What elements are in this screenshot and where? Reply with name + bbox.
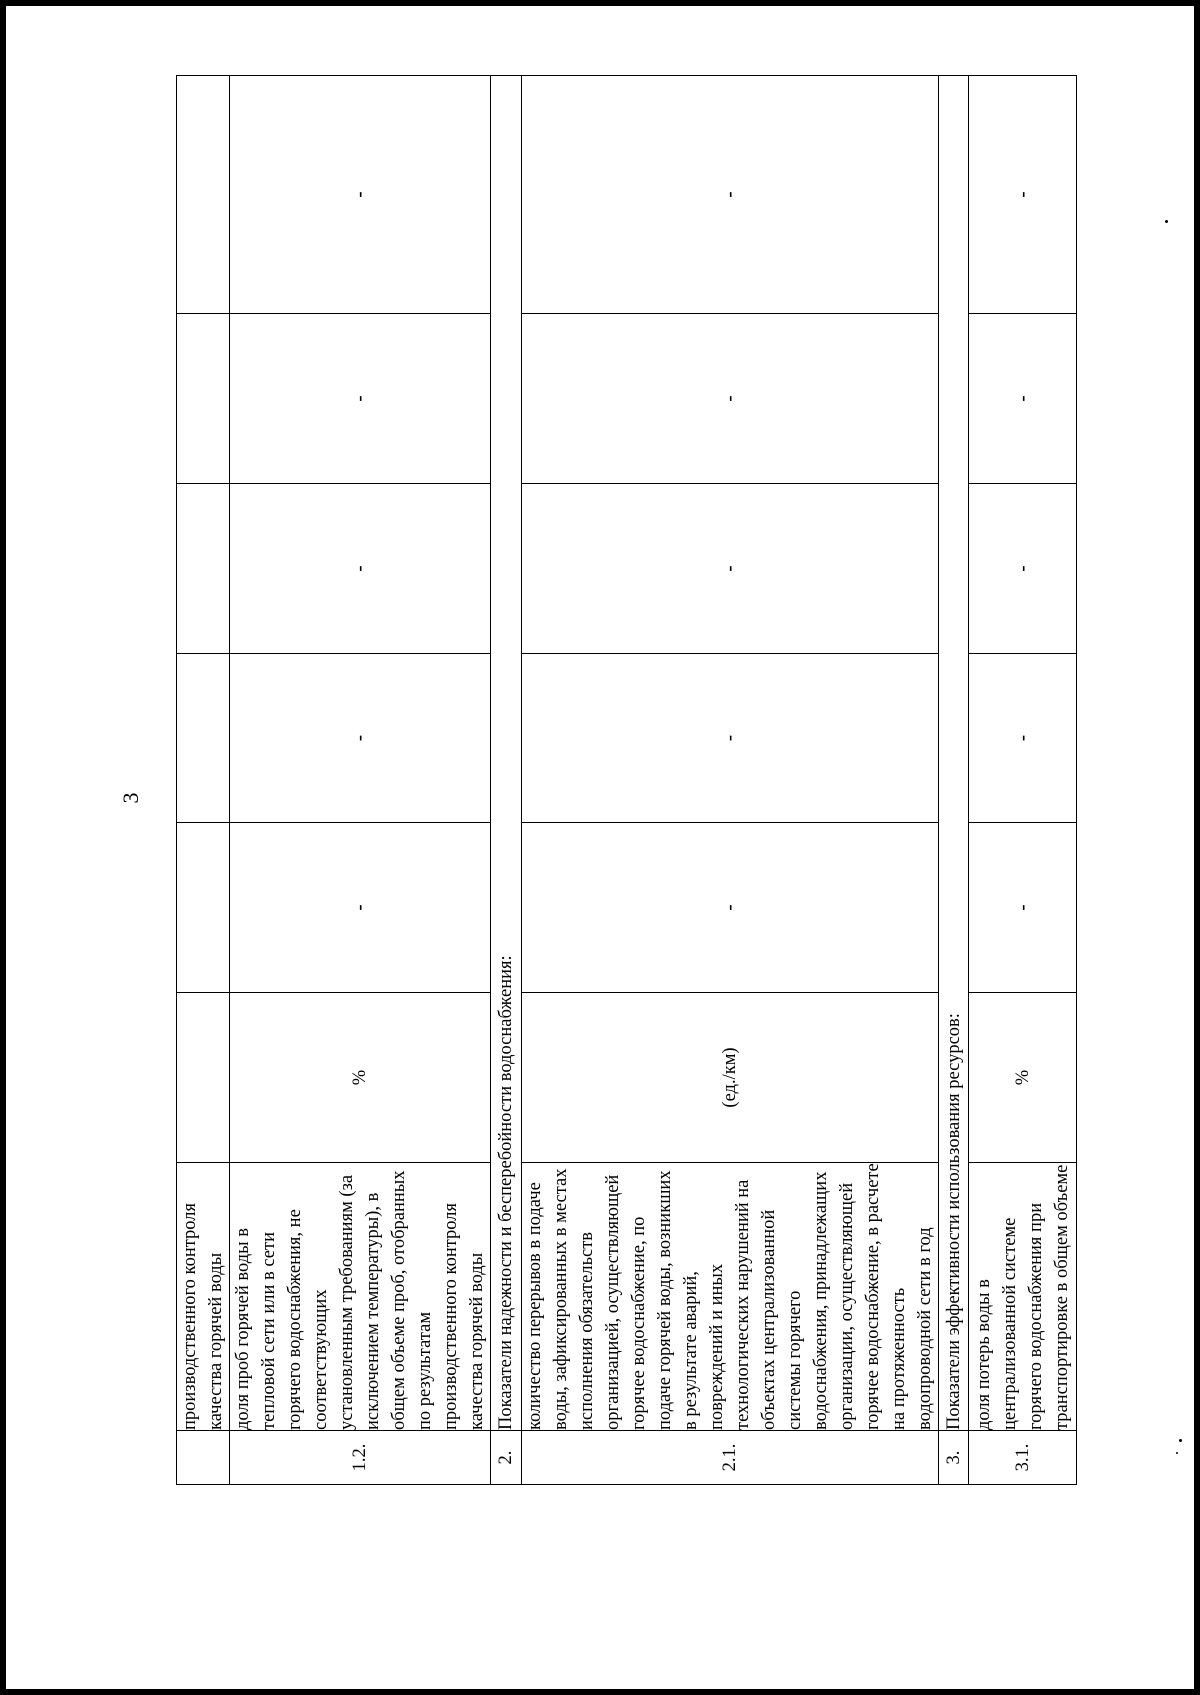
scan-speck [1165, 220, 1168, 223]
section-row [939, 76, 969, 1485]
value-cell: - [969, 823, 1077, 993]
indicators-table [176, 75, 1077, 1485]
unit-cell: (ед./км) [522, 993, 939, 1163]
table-row [522, 76, 939, 1485]
scan-speck [1179, 1439, 1182, 1442]
unit-cell [177, 993, 230, 1163]
row-description: количество перерывов в подаче воды, зафиксированных в местах исполнения обязательств организацией, осуществляющей горячее водоснабжение, по подаче горячей воды, возникших в результате аварий, повреждений и иных технологических нарушений на объектах централизованной системы горячего водоснабжения, принадлежащих организации, осуществляющей горячее водоснабжение, в расчете на протяженность водопроводной сети в год [522, 1163, 939, 1431]
table-row [177, 76, 230, 1485]
page-number: 3 [118, 792, 143, 804]
value-cell [177, 484, 230, 654]
row-description: доля проб горячей воды в тепловой сети или в сети горячего водоснабжения, не соответствующих установленным требованиям (за исключением температуры), в общем объеме проб, отобранных по результатам производственного контроля качества горячей воды [230, 1163, 491, 1431]
unit-cell: % [230, 993, 491, 1163]
value-cell: - [969, 76, 1077, 314]
table-row [969, 76, 1077, 1485]
document-page [6, 6, 1194, 1689]
value-cell [177, 76, 230, 314]
value-cell: - [522, 76, 939, 314]
value-cell: - [969, 314, 1077, 484]
table-row [230, 76, 491, 1485]
value-cell: - [522, 654, 939, 823]
section-number: 2. [491, 1431, 522, 1485]
value-cell: - [522, 823, 939, 993]
value-cell: - [969, 654, 1077, 823]
scan-speck [1176, 1452, 1178, 1454]
value-cell: - [230, 76, 491, 314]
value-cell: - [522, 484, 939, 654]
value-cell [177, 654, 230, 823]
row-number: 2.1. [522, 1431, 939, 1485]
rotated-table-container [176, 76, 1072, 1485]
row-number: 1.2. [230, 1431, 491, 1485]
value-cell [177, 314, 230, 484]
section-title: Показатели надежности и бесперебойности водоснабжения: [491, 76, 522, 1431]
value-cell [177, 823, 230, 993]
section-number: 3. [939, 1431, 969, 1485]
value-cell: - [230, 484, 491, 654]
value-cell: - [230, 823, 491, 993]
unit-cell: % [969, 993, 1077, 1163]
row-number: 3.1. [969, 1431, 1077, 1485]
row-description: производственного контроля качества горячей воды [177, 1163, 230, 1431]
value-cell: - [230, 654, 491, 823]
section-title: Показатели эффективности использования ресурсов: [939, 76, 969, 1431]
section-row [491, 76, 522, 1485]
value-cell: - [230, 314, 491, 484]
value-cell: - [522, 314, 939, 484]
row-number [177, 1431, 230, 1485]
row-description: доля потерь воды в централизованной системе горячего водоснабжения при транспортировке в общем объеме [969, 1163, 1077, 1431]
value-cell: - [969, 484, 1077, 654]
